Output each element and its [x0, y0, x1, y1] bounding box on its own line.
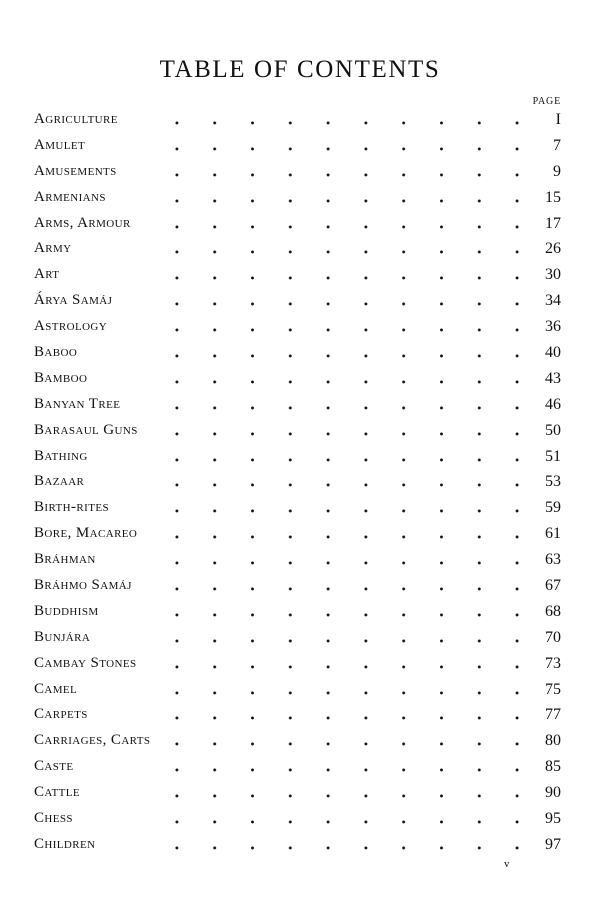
toc-entry-label: Camel	[34, 680, 78, 697]
toc-entry-page: 77	[545, 706, 561, 724]
toc-entry	[34, 832, 561, 858]
toc-entry	[34, 392, 561, 418]
toc-entry	[34, 677, 561, 703]
toc-entry-label: Bore, Macareo	[34, 525, 138, 542]
toc-entry-label: Art	[34, 266, 60, 283]
toc-entry	[34, 314, 561, 340]
toc-entry-page: 50	[545, 421, 561, 439]
leader-dots	[158, 677, 527, 703]
toc-entry-page: 95	[545, 810, 561, 828]
toc-entry-page: 40	[545, 344, 561, 362]
toc-entry	[34, 651, 561, 677]
toc-entry-page: I	[555, 111, 561, 128]
toc-entry	[34, 444, 561, 470]
toc-entry-label: Carpets	[34, 706, 88, 723]
toc-entry-label: Barasaul Guns	[34, 421, 138, 438]
toc-entry	[34, 754, 561, 780]
leader-dots	[158, 728, 527, 754]
toc-entry-label: Cambay Stones	[34, 654, 137, 671]
toc-entry	[34, 366, 561, 392]
contents-list	[34, 107, 561, 858]
toc-entry-page: 70	[545, 628, 561, 646]
toc-entry-page: 53	[545, 473, 561, 491]
toc-entry-page: 9	[553, 162, 561, 180]
leader-dots	[158, 340, 527, 366]
toc-entry-label: Chess	[34, 810, 73, 827]
toc-entry-label: Children	[34, 835, 96, 852]
toc-entry-label: Bazaar	[34, 473, 85, 490]
toc-entry	[34, 262, 561, 288]
toc-entry	[34, 469, 561, 495]
leader-dots	[158, 625, 527, 651]
toc-entry-page: 17	[545, 214, 561, 232]
leader-dots	[158, 211, 527, 237]
toc-entry-label: Cattle	[34, 784, 81, 801]
leader-dots	[158, 236, 527, 262]
toc-entry-label: Bathing	[34, 447, 88, 464]
toc-entry-page: 30	[545, 266, 561, 284]
toc-entry-label: Arms, Armour	[34, 214, 131, 231]
leader-dots	[158, 366, 527, 392]
toc-entry-page: 26	[545, 240, 561, 258]
toc-entry-page: 51	[545, 447, 561, 465]
toc-entry-label: Agriculture	[34, 111, 118, 127]
toc-entry-label: Army	[34, 240, 72, 257]
toc-entry-label: Baboo	[34, 344, 78, 361]
toc-entry-label: Amulet	[34, 136, 86, 153]
leader-dots	[158, 599, 527, 625]
toc-entry-label: Caste	[34, 758, 74, 775]
leader-dots	[158, 107, 527, 133]
leader-dots	[158, 573, 527, 599]
leader-dots	[158, 314, 527, 340]
toc-entry-label: Amusements	[34, 162, 117, 179]
toc-entry-page: 68	[545, 602, 561, 620]
toc-entry	[34, 780, 561, 806]
leader-dots	[158, 547, 527, 573]
toc-entry	[34, 107, 561, 133]
toc-entry	[34, 236, 561, 262]
leader-dots	[158, 262, 527, 288]
toc-entry	[34, 159, 561, 185]
toc-entry-page: 97	[545, 835, 561, 853]
toc-entry-label: Bráhmo Samáj	[34, 577, 132, 594]
leader-dots	[158, 444, 527, 470]
toc-entry	[34, 573, 561, 599]
toc-entry-label: Bráhman	[34, 551, 96, 568]
toc-entry-label: Buddhism	[34, 602, 99, 619]
toc-entry-page: 36	[545, 318, 561, 336]
leader-dots	[158, 780, 527, 806]
toc-entry-label: Astrology	[34, 318, 108, 335]
toc-entry-label: Armenians	[34, 188, 106, 205]
toc-entry	[34, 185, 561, 211]
toc-entry-page: 90	[545, 784, 561, 802]
toc-entry-page: 34	[545, 292, 561, 310]
toc-entry	[34, 418, 561, 444]
leader-dots	[158, 288, 527, 314]
leader-dots	[158, 469, 527, 495]
toc-entry-page: 73	[545, 654, 561, 672]
toc-entry-page: 85	[545, 758, 561, 776]
leader-dots	[158, 133, 527, 159]
toc-entry-label: Bunjára	[34, 628, 91, 645]
page-title: TABLE OF CONTENTS	[159, 56, 441, 83]
leader-dots	[158, 392, 527, 418]
leader-dots	[158, 651, 527, 677]
toc-entry-page: 61	[545, 525, 561, 543]
toc-entry-page: 63	[545, 551, 561, 569]
toc-entry	[34, 340, 561, 366]
leader-dots	[158, 806, 527, 832]
toc-entry-label: Carriages, Carts	[34, 732, 151, 749]
toc-entry-page: 7	[553, 136, 561, 154]
toc-entry-label: Banyan Tree	[34, 395, 121, 412]
toc-entry	[34, 288, 561, 314]
toc-entry	[34, 702, 561, 728]
toc-entry	[34, 495, 561, 521]
leader-dots	[158, 702, 527, 728]
toc-entry-page: 75	[545, 680, 561, 698]
toc-entry	[34, 521, 561, 547]
leader-dots	[158, 832, 527, 858]
leader-dots	[158, 418, 527, 444]
leader-dots	[158, 521, 527, 547]
toc-entry-page: 67	[545, 577, 561, 595]
toc-entry	[34, 806, 561, 832]
toc-entry-label: Bamboo	[34, 369, 88, 386]
toc-entry-page: 80	[545, 732, 561, 750]
toc-entry	[34, 599, 561, 625]
toc-entry-page: 15	[545, 188, 561, 206]
toc-entry	[34, 211, 561, 237]
toc-entry	[34, 625, 561, 651]
page-folio: v	[504, 858, 510, 870]
toc-entry	[34, 133, 561, 159]
toc-entry-label: Árya Samáj	[34, 292, 113, 309]
toc-entry-label: Birth-rites	[34, 499, 109, 516]
toc-entry-page: 46	[545, 395, 561, 413]
page-column-label: PAGE	[532, 96, 561, 107]
leader-dots	[158, 159, 527, 185]
toc-entry	[34, 728, 561, 754]
leader-dots	[158, 185, 527, 211]
toc-entry	[34, 547, 561, 573]
leader-dots	[158, 754, 527, 780]
toc-entry-page: 59	[545, 499, 561, 517]
leader-dots	[158, 495, 527, 521]
toc-entry-page: 43	[545, 369, 561, 387]
